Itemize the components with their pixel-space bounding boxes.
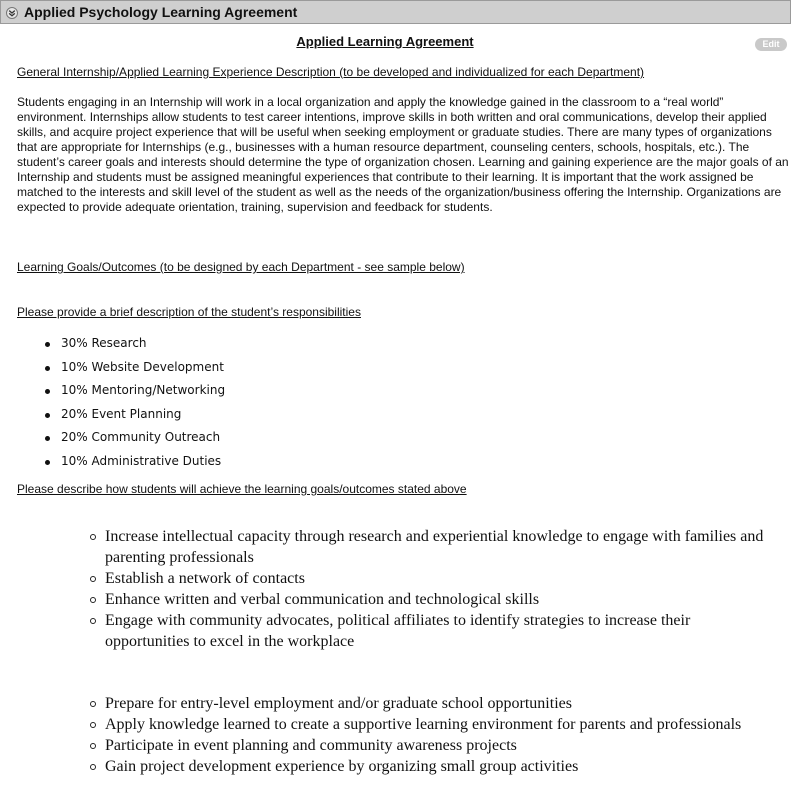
- goals-heading: Learning Goals/Outcomes (to be designed by each Department - see sample below): [17, 260, 465, 274]
- achieve-list-1: [88, 526, 778, 652]
- description-text: Students engaging in an Internship will work in a local organization and apply the knowledge gained in the classroom to a “real world” environment. Internships allow students to test career intentions, improve skills in both written and oral communications, develop their applied skills, and acquire project experience that will be useful when seeking employment or graduate studies. There are many types of organizations that are appropriate for Internships (e.g., businesses with a human resource department, counseling centers, schools, hospitals, etc.). The student’s career goals and interests should determine the type of organization chosen. Learning and gaining experience are the major goals of an Internship and students must be assigned meaningful experiences that contribute to their learning. It is important that the work assigned be matched to the interests and skill level of the student as well as the needs of the organization/business offering the Internship. Organizations are expected to provide adequate orientation, training, supervision and feedback for students.: [17, 95, 789, 214]
- achieve-list-2: [88, 693, 778, 777]
- list-item: Enhance written and verbal communication and technological skills: [88, 589, 778, 610]
- edit-button[interactable]: Edit: [755, 38, 787, 51]
- list-item: Increase intellectual capacity through research and experiential knowledge to engage with families and parenting professionals: [88, 526, 778, 568]
- list-item: Gain project development experience by organizing small group activities: [88, 756, 778, 777]
- list-item: 10% Administrative Duties: [17, 450, 225, 474]
- list-item: 20% Event Planning: [17, 403, 225, 427]
- document-title: Applied Learning Agreement: [296, 34, 474, 49]
- panel-title: Applied Psychology Learning Agreement: [24, 4, 298, 20]
- list-item: Apply knowledge learned to create a supportive learning environment for parents and professionals: [88, 714, 778, 735]
- list-item: Engage with community advocates, political affiliates to identify strategies to increase their opportunities to excel in the workplace: [88, 610, 778, 652]
- list-item: 10% Website Development: [17, 356, 225, 380]
- panel-header[interactable]: [0, 0, 791, 24]
- responsibilities-heading: Please provide a brief description of the student’s responsibilities: [17, 305, 361, 319]
- achieve-heading: Please describe how students will achieve the learning goals/outcomes stated above: [17, 482, 467, 496]
- list-item: Prepare for entry-level employment and/or graduate school opportunities: [88, 693, 778, 714]
- double-chevron-down-icon[interactable]: [6, 6, 18, 18]
- list-item: 20% Community Outreach: [17, 426, 225, 450]
- description-heading: General Internship/Applied Learning Experience Description (to be developed and individualized for each Department): [17, 65, 645, 79]
- list-item: Establish a network of contacts: [88, 568, 778, 589]
- list-item: Participate in event planning and community awareness projects: [88, 735, 778, 756]
- list-item: 10% Mentoring/Networking: [17, 379, 225, 403]
- responsibilities-list: [17, 332, 225, 473]
- list-item: 30% Research: [17, 332, 225, 356]
